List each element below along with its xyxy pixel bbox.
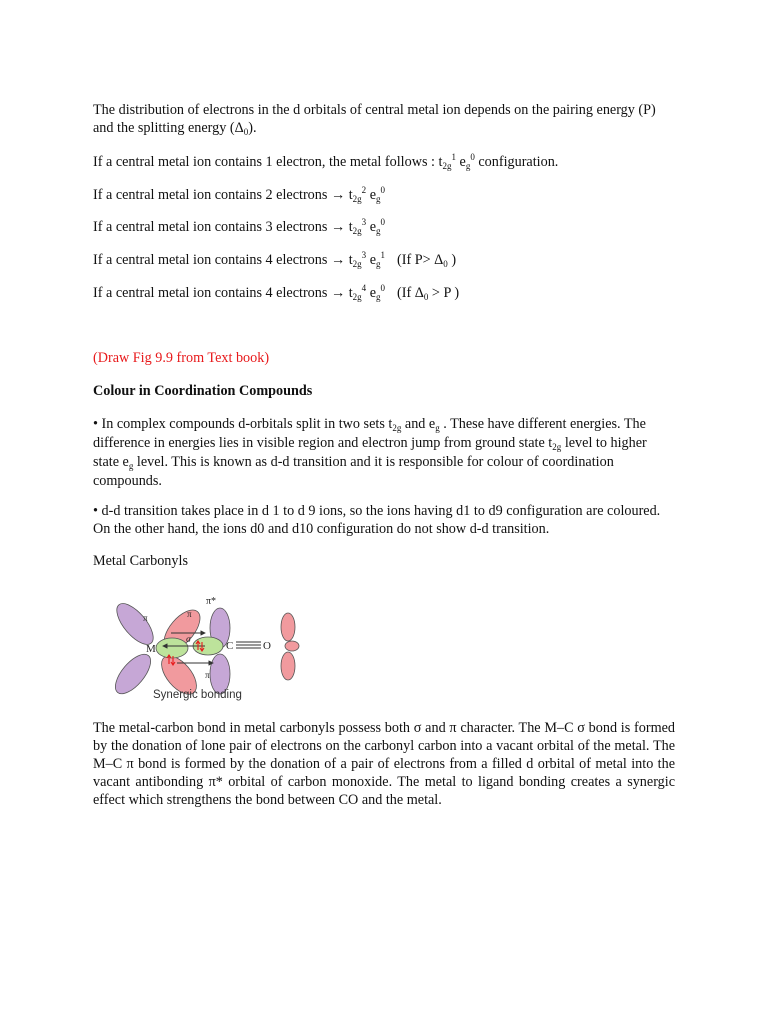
config-line-5: If a central metal ion contains 4 electrons → $t_{2g}^4$ $e_g^0$ (If $\Delta_0 > P$ ) xyxy=(93,283,460,302)
orbital-diagram xyxy=(105,592,310,710)
carbonyl-paragraph: The metal-carbon bond in metal carbonyls possess both σ and π character. The M–C σ bond is formed by the donation of lone pair of electrons on the carbonyl carbon into a vacant orbital of the metal. The M–C π bond is formed by the donation of a pair of electrons from a filled d orbital of metal into the vacant antibonding π* orbital of carbon monoxide. The metal to ligand bonding creates a synergic effect which strengthens the bond between CO and the metal. xyxy=(93,720,675,808)
oxygen-label: O xyxy=(263,640,271,652)
figure-caption: Synergic bonding xyxy=(153,689,242,701)
oxygen-lobe-bottom xyxy=(281,652,295,680)
metal-d-lobe-lower-left xyxy=(109,649,157,700)
arrow-icon: → xyxy=(330,252,346,268)
arrow-icon: → xyxy=(330,219,346,235)
oxygen-lobe-top xyxy=(281,613,295,641)
sigma-label: σ xyxy=(186,634,191,644)
bullet-paragraph-1: • In complex compounds d-orbitals split in two sets $t_{2g}$ and $e_g$ . These have different energies. The difference in energies lies in visible region and electron jump from ground state $t_{2g}$ level to higher state $e_g$ level. This is known as d-d transition and it is responsible for colour of coordination compounds. xyxy=(93,416,647,489)
pi-label-left: π xyxy=(143,613,148,623)
pi-star-label: π* xyxy=(206,596,217,607)
intro-text: The distribution of electrons in the d orbitals of central metal ion depends on the pairing energy (P) and the splitting energy (Δ xyxy=(93,102,656,136)
synergic-bonding-figure xyxy=(105,592,310,710)
pi-label-bottom: π xyxy=(205,670,210,680)
metal-sigma-orbital xyxy=(156,638,188,658)
intro-paragraph xyxy=(93,101,675,138)
oxygen-lobe-right xyxy=(285,641,299,651)
draw-figure-note: (Draw Fig 9.9 from Text book) xyxy=(93,350,270,366)
config-line-2: If a central metal ion contains 2 electrons → $t_{2g}^2$ $e_g^0$ xyxy=(93,185,385,204)
pi-label-top: π xyxy=(187,609,192,619)
arrow-icon: → xyxy=(330,187,346,203)
intro-text-end: ). xyxy=(248,120,257,136)
config-line-4: If a central metal ion contains 4 electrons → $t_{2g}^3$ $e_g^1$ (If $P> \Delta_0$ ) xyxy=(93,250,457,269)
delta-subscript: 0 xyxy=(243,127,249,137)
config-line-1: If a central metal ion contains 1 electron, the metal follows : $t_{2g}^1$ $e_g^0$ configuration. xyxy=(93,152,559,171)
colour-heading: Colour in Coordination Compounds xyxy=(93,383,313,399)
bullet-paragraph-2: • d-d transition takes place in d 1 to d 9 ions, so the ions having d1 to d9 configuration are coloured. On the other hand, the ions d0 and d10 configuration do not show d-d transition. xyxy=(93,503,661,537)
carbonyl-heading: Metal Carbonyls xyxy=(93,553,188,569)
config-line-3: If a central metal ion contains 3 electrons → $t_{2g}^3$ $e_g^0$ xyxy=(93,217,385,236)
carbon-pi-star-lobe-bottom xyxy=(210,654,230,694)
metal-label: M xyxy=(146,643,156,655)
carbon-label: C xyxy=(226,640,234,652)
arrow-icon: → xyxy=(330,285,346,301)
